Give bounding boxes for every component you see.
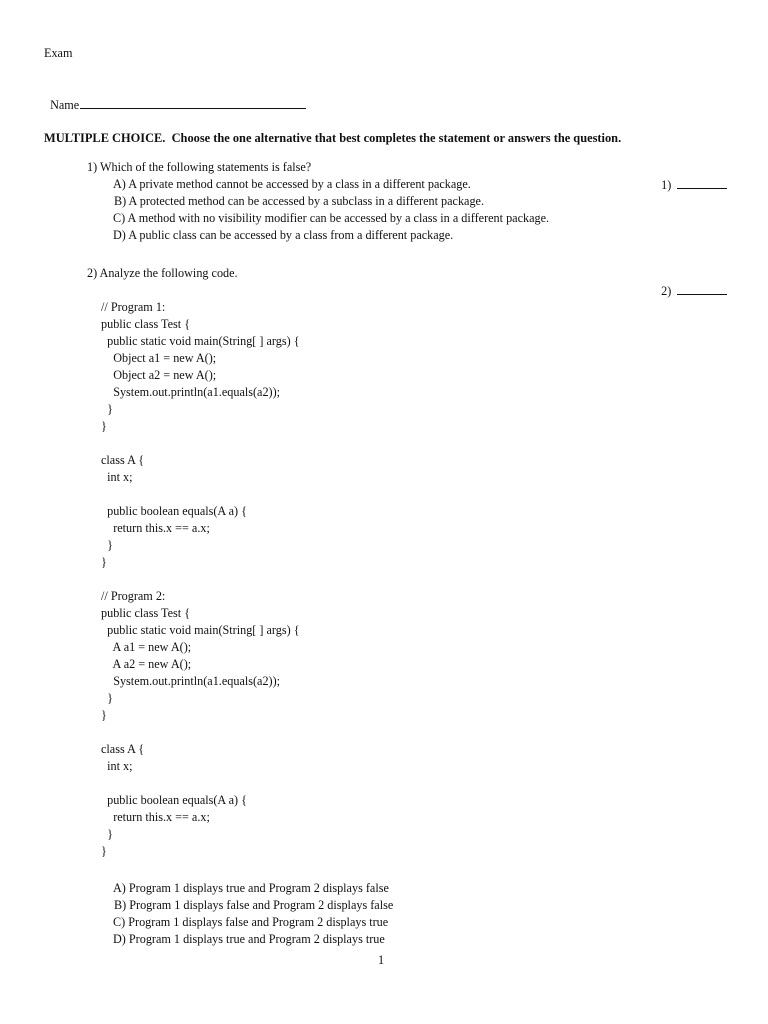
code-line: // Program 1: bbox=[101, 300, 166, 314]
code-line: } bbox=[101, 402, 113, 416]
code-line: A a2 = new A(); bbox=[101, 657, 192, 671]
answer-blank[interactable] bbox=[677, 282, 727, 295]
question-1-choice-a: A) A private method cannot be accessed by a class in a different package. bbox=[113, 177, 471, 191]
code-line bbox=[101, 571, 300, 588]
code-line: public class Test { bbox=[101, 606, 191, 620]
code-line: } bbox=[101, 708, 107, 722]
page-number: 1 bbox=[378, 953, 385, 967]
code-line: } bbox=[101, 555, 107, 569]
code-line: int x; bbox=[101, 470, 133, 484]
code-line bbox=[101, 435, 300, 452]
question-1-choice-d: D) A public class can be accessed by a class from a different package. bbox=[113, 228, 454, 242]
question-2-choice-c: C) Program 1 displays false and Program 2 displays true bbox=[113, 915, 389, 929]
question-2-choice-b: B) Program 1 displays false and Program 2 displays false bbox=[114, 898, 394, 912]
code-line: class A { bbox=[101, 453, 145, 467]
code-line: public boolean equals(A a) { bbox=[101, 504, 247, 518]
answer-number-label: 1) bbox=[661, 178, 672, 192]
question-2-choice-d: D) Program 1 displays true and Program 2 displays true bbox=[113, 932, 385, 946]
answer-blank[interactable] bbox=[677, 176, 727, 189]
code-line bbox=[101, 724, 300, 741]
code-line: } bbox=[101, 691, 113, 705]
code-listing bbox=[101, 299, 300, 860]
question-1-choice-b: B) A protected method can be accessed by a subclass in a different package. bbox=[114, 194, 484, 208]
name-field[interactable] bbox=[44, 79, 306, 114]
code-line: int x; bbox=[101, 759, 133, 773]
code-line: public class Test { bbox=[101, 317, 191, 331]
question-1-text: 1) Which of the following statements is false? bbox=[87, 160, 312, 174]
answer-number-label: 2) bbox=[661, 284, 672, 298]
code-line: return this.x == a.x; bbox=[101, 521, 210, 535]
question-2-text: 2) Analyze the following code. bbox=[87, 266, 238, 280]
name-label: Name bbox=[50, 98, 80, 112]
code-line: } bbox=[101, 827, 113, 841]
question-1-choice-c: C) A method with no visibility modifier can be accessed by a class in a different package. bbox=[113, 211, 550, 225]
code-line: class A { bbox=[101, 742, 145, 756]
code-line: return this.x == a.x; bbox=[101, 810, 210, 824]
name-underline[interactable] bbox=[80, 96, 306, 109]
code-line: A a1 = new A(); bbox=[101, 640, 192, 654]
question-1-answer-slot[interactable] bbox=[655, 159, 727, 194]
code-line: public boolean equals(A a) { bbox=[101, 793, 247, 807]
code-line bbox=[101, 775, 300, 792]
code-line: Object a1 = new A(); bbox=[101, 351, 217, 365]
question-2-answer-slot[interactable] bbox=[655, 265, 727, 300]
section-heading: MULTIPLE CHOICE. Choose the one alternative that best completes the statement or answers the question. bbox=[44, 131, 622, 145]
code-line: } bbox=[101, 844, 107, 858]
code-line: } bbox=[101, 538, 113, 552]
code-line: System.out.println(a1.equals(a2)); bbox=[101, 674, 281, 688]
code-line: } bbox=[101, 419, 107, 433]
code-line: public static void main(String[ ] args) { bbox=[101, 623, 300, 637]
code-line: public static void main(String[ ] args) { bbox=[101, 334, 300, 348]
code-line bbox=[101, 486, 300, 503]
code-line: // Program 2: bbox=[101, 589, 166, 603]
code-line: System.out.println(a1.equals(a2)); bbox=[101, 385, 281, 399]
code-line: Object a2 = new A(); bbox=[101, 368, 217, 382]
question-2-choice-a: A) Program 1 displays true and Program 2 displays false bbox=[113, 881, 389, 895]
exam-label: Exam bbox=[44, 46, 73, 60]
